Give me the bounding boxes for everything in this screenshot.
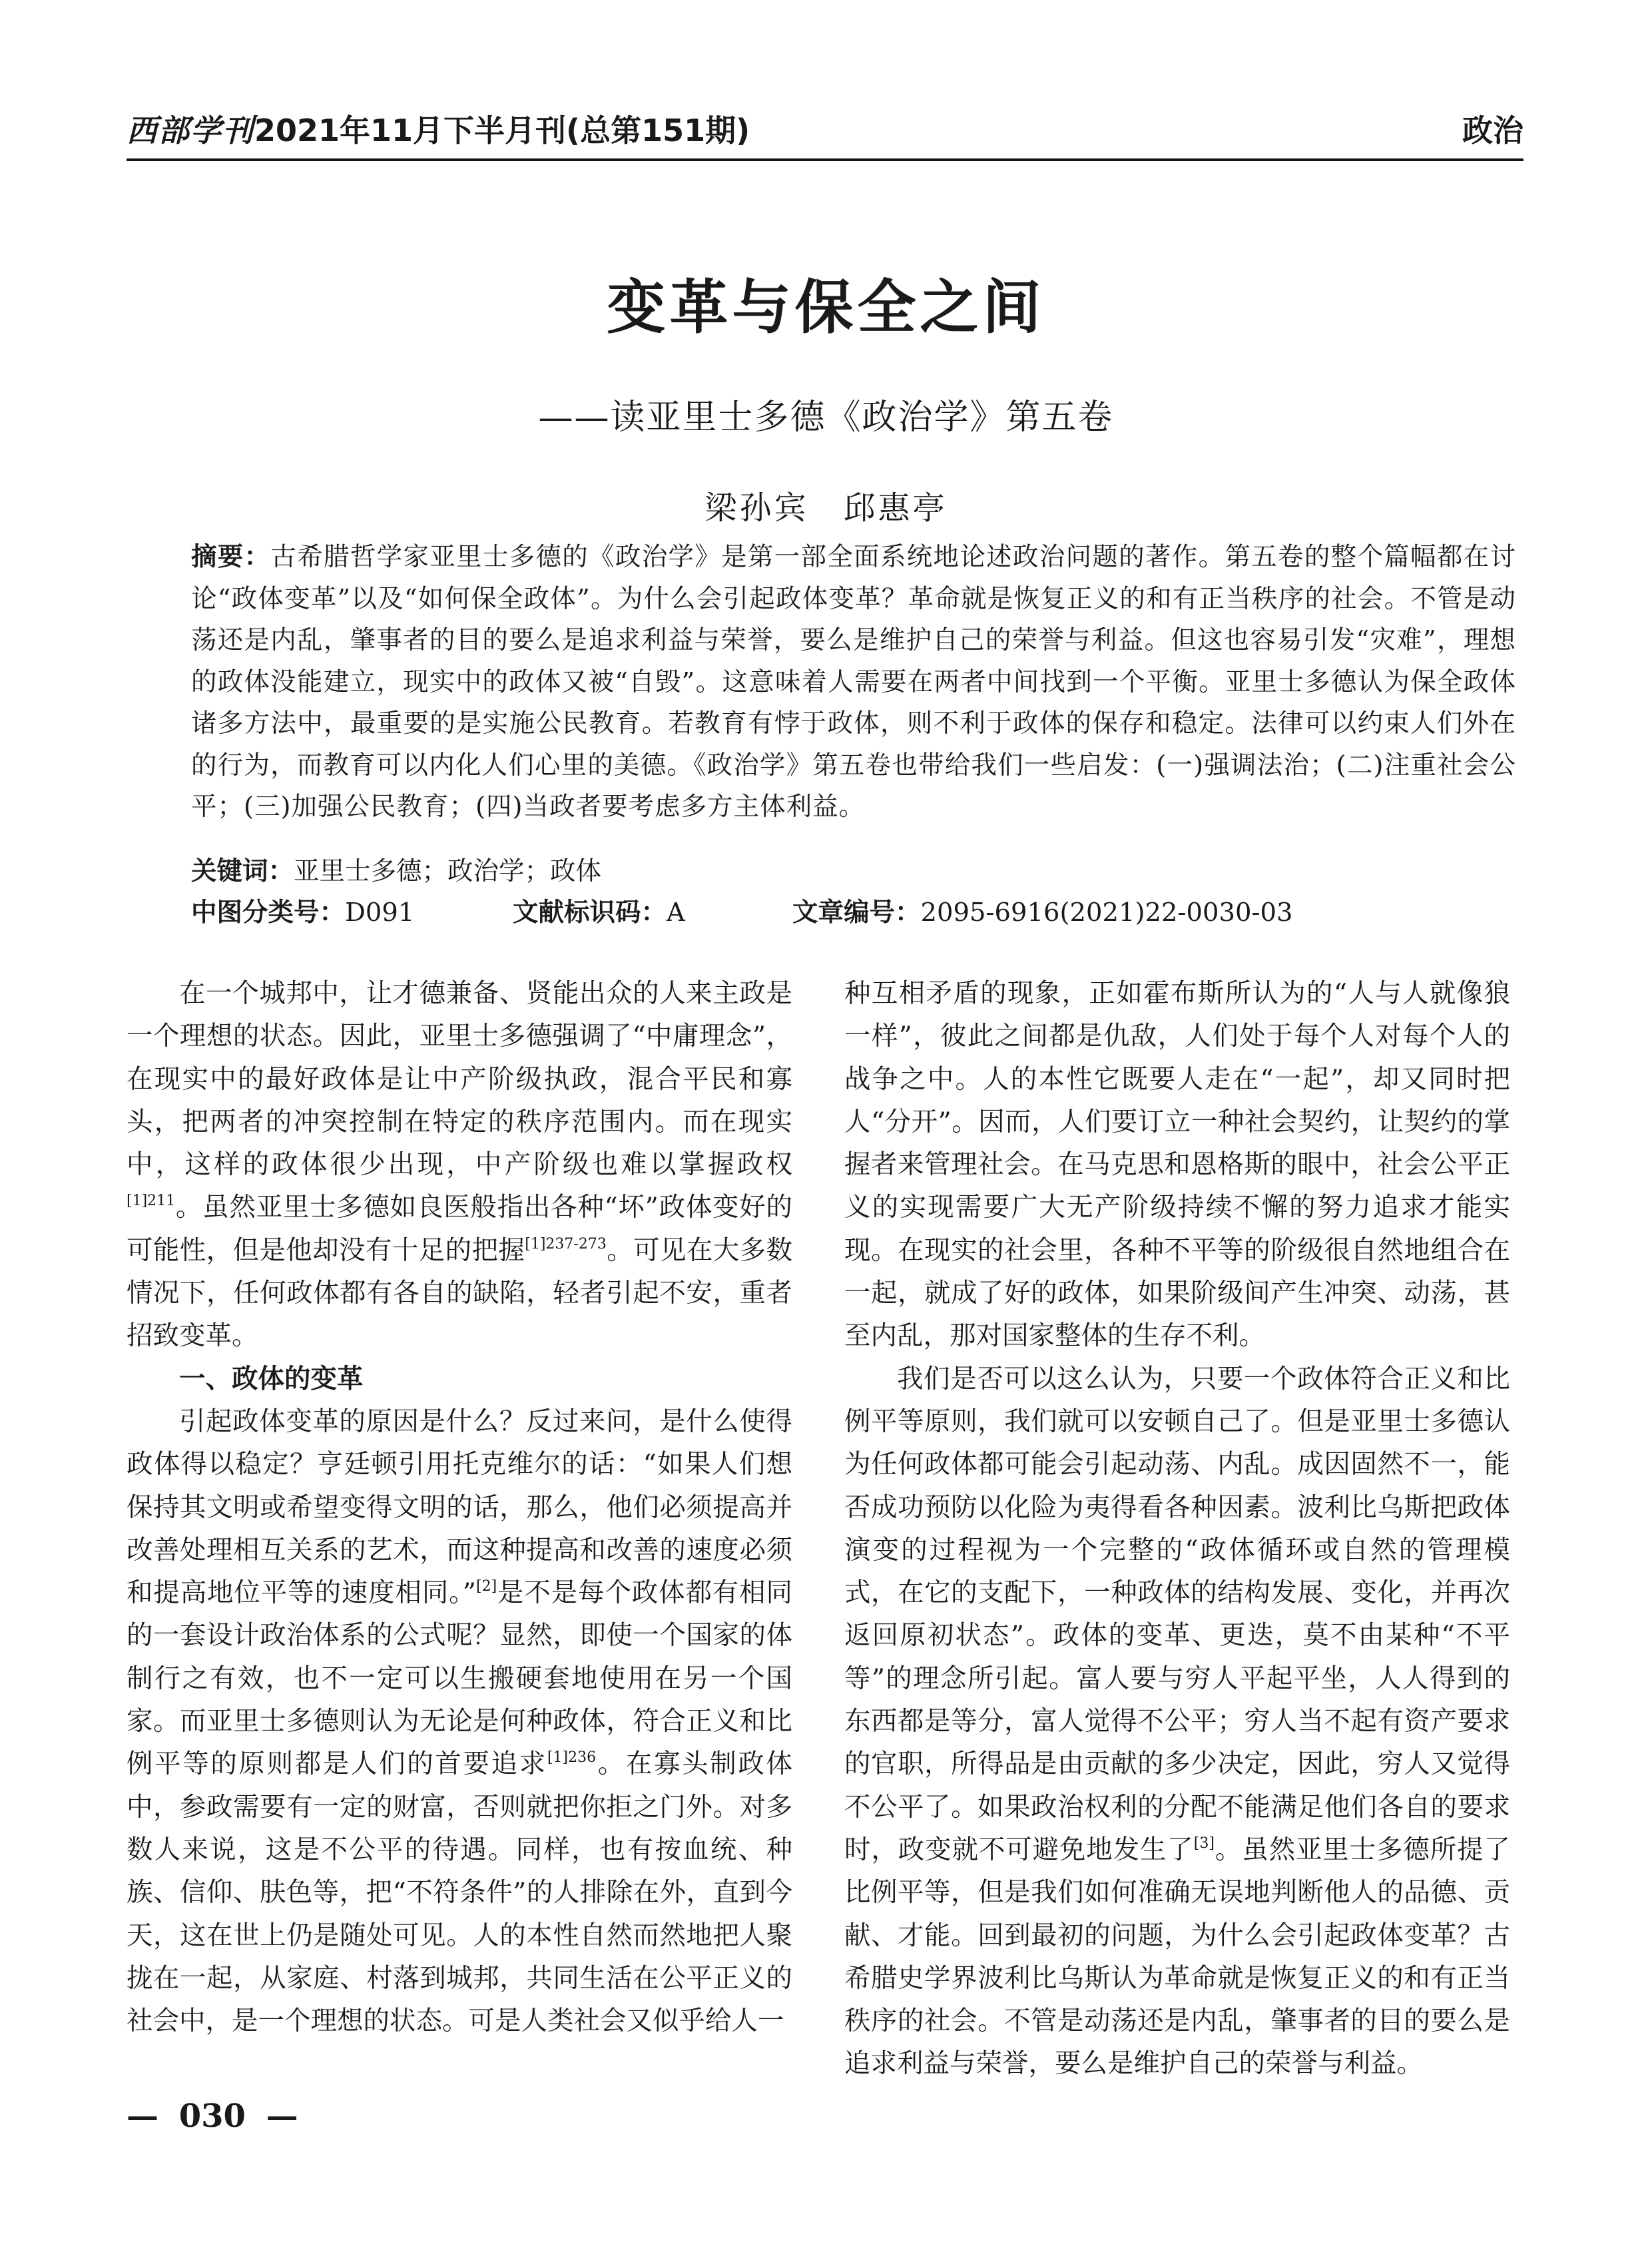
journal-logo: 西部学刊 — [127, 113, 254, 148]
clc-label: 中图分类号： — [191, 898, 346, 928]
article-value: 2095-6916(2021)22-0030-03 — [920, 898, 1293, 928]
article-label: 文章编号： — [792, 898, 921, 928]
body-paragraph-continued: 种互相矛盾的现象，正如霍布斯所认为的“人与人就像狼一样”，彼此之间都是仇敌，人们处于每个人对每个人的战争之中。人的本性它既要人走在“一起”，却又同时把人“分开”。因而，人们要订立一种社会契约，让契约的掌握者来管理社会。在马克思和恩格斯的眼中，社会公平正义的实现需要广大无产阶级持续不懈的努力追求才能实现。在现实的社会里，各种不平等的阶级很自然地组合在一起，就成了好的政体，如果阶级间产生冲突、动荡，甚至内乱，那对国家整体的生存不利。 — [844, 978, 1510, 1352]
citation: [1]211 — [127, 1193, 176, 1210]
body-paragraph: 我们是否可以这么认为，只要一个政体符合正义和比例平等原则，我们就可以安顿自己了。但是亚里士多德认为任何政体都可能会引起动荡、内乱。成因固然不一，能否成功预防以化险为夷得看各种因素。波利比乌斯把政体演变的过程视为一个完整的“政体循环或自然的管理模式，在它的支配下，一种政体的结构发展、变化，并再次返回原初状态”。政体的变革、更迭，莫不由某种“不平等”的理念所引起。富人要与穷人平起平坐，人人得到的东西都是等分，富人觉得不公平；穷人当不起有资产要求的官职，所得品是由贡献的多少决定，因此，穷人又觉得不公平了。如果政治权利的分配不能满足他们各自的要求时，政变就不可避免地发生了[3]。虽然亚里士多德所提了比例平等，但是我们如何准确无误地判断他人的品德、贡献、才能。回到最初的问题，为什么会引起政体变革？古希腊史学界波利比乌斯认为革命就是恢复正义的和有正当秩序的社会。不管是动荡还是内乱，肇事者的目的要么是追求利益与荣誉，要么是维护自己的荣誉与利益。 — [844, 1363, 1511, 2080]
clc-value: D091 — [345, 898, 415, 928]
issue-text: 2021年11月下半月刊(总第151期) — [254, 113, 750, 148]
body-paragraph: 在一个城邦中，让才德兼备、贤能出众的人来主政是一个理想的状态。因此，亚里士多德强调了“中庸理念”，在现实中的最好政体是让中产阶级执政，混合平民和寡头，把两者的冲突控制在特定的秩序范围内。而在现实中，这样的政体很少出现，中产阶级也难以掌握政权$^{[1]211}$。虽然亚里士多德如良医般指出各种“坏”政体变好的可能性，但是他却没有十足的把握$^{[1]237-273}$。可见在大多数情况下，任何政体都有各自的缺陷，轻者引起不安，重者招致变革。 — [127, 978, 793, 1352]
section-heading: 一、政体的变革 — [179, 1363, 364, 1394]
clc-number — [191, 892, 414, 929]
article-number — [792, 892, 1292, 929]
body-column-left — [127, 972, 792, 2042]
running-header — [127, 112, 1523, 161]
article-title: 变革与保全之间 — [607, 272, 1045, 342]
abstract-label: 摘要： — [191, 542, 271, 572]
document-code — [513, 892, 685, 929]
body-column-right — [844, 972, 1510, 2086]
section-name: 政治 — [1462, 113, 1523, 148]
keywords — [191, 851, 601, 888]
keywords-text: 亚里士多德；政治学；政体 — [294, 856, 602, 886]
page-number: — 030 — — [127, 2098, 298, 2135]
doc-label: 文献标识码： — [513, 898, 667, 928]
article-authors: 梁孙宾 邱惠亭 — [704, 489, 948, 527]
body-paragraph: 引起政体变革的原因是什么？反过来问，是什么使得政体得以稳定？亨廷顿引用托克维尔的话：“如果人们想保持其文明或希望变得文明的话，那么，他们必须提高并改善处理相互关系的艺术，而这种提高和改善的速度必须和提高地位平等的速度相同。”[2]是不是每个政体都有相同的一套设计政治体系的公式呢？显然，即使一个国家的体制行之有效，也不一定可以生搬硬套地使用在另一个国家。而亚里士多德则认为无论是何种政体，符合正义和比例平等的原则都是人们的首要追求$^{[1]236}$。在寡头制政体中，参政需要有一定的财富，否则就把你拒之门外。对多数人来说，这是不公平的待遇。同样，也有按血统、种族、信仰、肤色等，把“不符条件”的人排除在外，直到今天，这在世上仍是随处可见。人的本性自然而然地把人聚拢在一起，从家庭、村落到城邦，共同生活在公平正义的社会中，是一个理想的状态。可是人类社会又似乎给人一 — [127, 1406, 793, 2037]
abstract-text: 古希腊哲学家亚里士多德的《政治学》是第一部全面系统地论述政治问题的著作。第五卷的整个篇幅都在讨论“政体变革”以及“如何保全政体”。为什么会引起政体变革？革命就是恢复正义的和有正当秩序的社会。不管是动荡还是内乱，肇事者的目的要么是追求利益与荣誉，要么是维护自己的荣誉与利益。但这也容易引发“灾难”，理想的政体没能建立，现实中的政体又被“自毁”。这意味着人需要在两者中间找到一个平衡。亚里士多德认为保全政体诸多方法中，最重要的是实施公民教育。若教育有悖于政体，则不利于政体的保存和稳定。法律可以约束人们外在的行为，而教育可以内化人们心里的美德。《政治学》第五卷也带给我们一些启发：(一)强调法治；(二)注重社会公平；(三)加强公民教育；(四)当政者要考虑多方主体利益。 — [191, 542, 1516, 822]
keywords-label: 关键词： — [191, 856, 294, 886]
doc-value: A — [667, 898, 685, 928]
citation: [2] — [475, 1578, 497, 1595]
journal-issue — [127, 107, 750, 150]
abstract — [191, 537, 1516, 828]
citation: [1]236 — [547, 1749, 597, 1767]
article-subtitle: ——读亚里士多德《政治学》第五卷 — [538, 398, 1114, 437]
citation: [3] — [1193, 1834, 1215, 1852]
citation: [1]237-273 — [525, 1235, 607, 1253]
